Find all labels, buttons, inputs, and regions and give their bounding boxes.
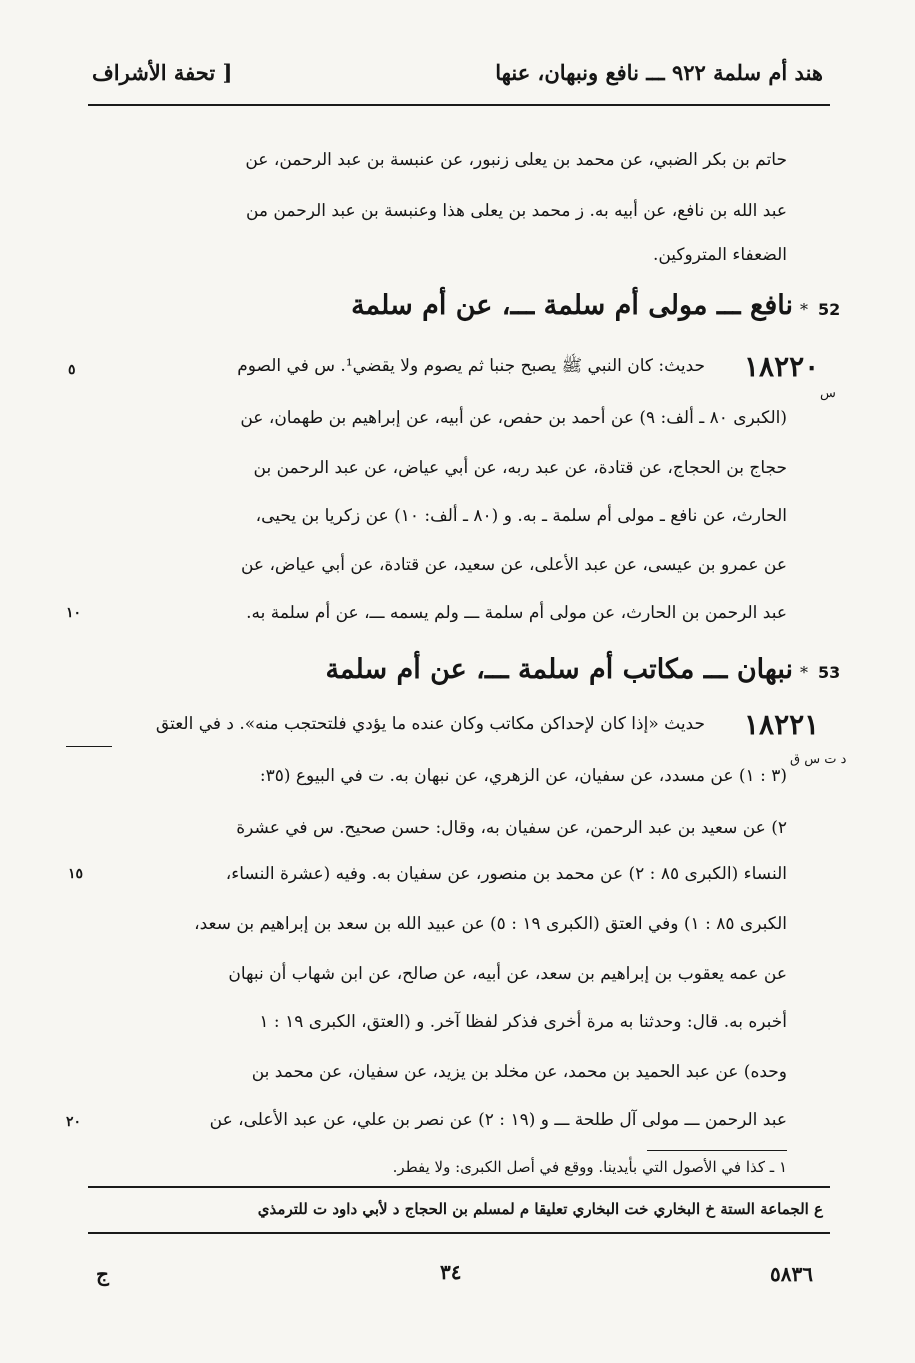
footnote: ١ ـ كذا في الأصول التي بأيدينا. ووقع في أصل الكبرى: ولا يفطر. xyxy=(392,1158,787,1176)
hadith-number: ١٨٢٢٠ xyxy=(744,350,820,383)
running-header-title: هند أم سلمة ٩٢٢ ـــ نافع ونبهان، عنها xyxy=(495,60,823,85)
text-line: ٢) عن سعيد بن عبد الرحمن، عن سفيان به، وقال: حسن صحيح. س في عشرة xyxy=(236,818,787,838)
abbreviation-legend: ع الجماعة الستة خ البخاري خت البخاري تعليقا م لمسلم بن الحجاج د لأبي داود ت للترمذي xyxy=(257,1200,823,1218)
text-line: عبد الرحمن ـــ مولى آل طلحة ـــ و (١٩ : ٢) عن نصر بن علي، عن عبد الأعلى، عن xyxy=(209,1110,787,1130)
line-count-marker: ٢٠ xyxy=(66,1114,82,1130)
text-line: (الكبرى ٨٠ ـ ألف: ٩) عن أحمد بن حفص، عن أبيه، عن إبراهيم بن طهمان، عن xyxy=(240,408,787,428)
section-heading: نبهان ـــ مكاتب أم سلمة ـــ، عن أم سلمة xyxy=(325,654,793,685)
text-line: الضعفاء المتروكين. xyxy=(652,245,787,265)
page-number: ٣٤ xyxy=(440,1260,462,1284)
margin-sigla: س xyxy=(820,386,836,401)
star-marker: * xyxy=(800,300,808,319)
line-count-marker: ١٠ xyxy=(66,605,82,621)
text-line: حاتم بن بكر الضبي، عن محمد بن يعلى زنبور، عن عنبسة بن عبد الرحمن، عن xyxy=(245,150,787,170)
text-line: عن عمه يعقوب بن إبراهيم بن سعد، عن أبيه، عن صالح، عن ابن شهاب أن نبهان xyxy=(228,964,787,984)
text-line: أخبره به. قال: وحدثنا به مرة أخرى فذكر لفظا آخر. و (العتق، الكبرى ١٩ : ١ xyxy=(259,1012,787,1032)
text-line: الحارث، عن نافع ـ مولى أم سلمة ـ به. و (٨٠ ـ ألف: ١٠) عن زكريا بن يحيى، xyxy=(255,506,787,526)
margin-rule xyxy=(66,746,112,747)
text-line: وحده) عن عبد الحميد بن محمد، عن مخلد بن يزيد، عن سفيان، عن محمد بن xyxy=(251,1062,787,1082)
section-number: 53 xyxy=(818,663,841,682)
text-line: حجاج بن الحجاج، عن قتادة، عن عبد ربه، عن أبي عياض، عن عبد الرحمن بن xyxy=(253,458,787,478)
star-marker: * xyxy=(800,663,808,682)
line-count-marker: ٥ xyxy=(68,362,76,378)
text-line: عبد الله بن نافع، عن أبيه به. ز محمد بن يعلى هذا وعنبسة بن عبد الرحمن من xyxy=(245,201,787,221)
section-heading: نافع ـــ مولى أم سلمة ـــ، عن أم سلمة xyxy=(351,290,793,321)
global-page-number: ٥٨٣٦ xyxy=(770,1262,813,1286)
text-line: عبد الرحمن بن الحارث، عن مولى أم سلمة ـــ ولم يسمه ـــ، عن أم سلمة به. xyxy=(246,603,787,623)
legend-bottom-rule xyxy=(88,1232,830,1234)
book-title: [ تحفة الأشراف xyxy=(92,60,233,85)
footer-volume-letter: ج xyxy=(96,1262,109,1286)
text-line: (٣ : ١) عن مسدد، عن سفيان، عن الزهري، عن نبهان به. ت في البيوع (٣٥: xyxy=(259,766,787,786)
hadith-number: ١٨٢٢١ xyxy=(744,708,820,741)
text-line: الكبرى ٨٥ : ١) وفي العتق (الكبرى ١٩ : ٥) عن عبيد الله بن سعد بن إبراهيم بن سعد، xyxy=(194,914,787,934)
text-line: النساء (الكبرى ٨٥ : ٢) عن محمد بن منصور، عن سفيان به. وفيه (عشرة النساء، xyxy=(225,864,787,884)
footnote-rule xyxy=(647,1150,787,1151)
text-line: حديث: كان النبي ﷺ يصبح جنبا ثم يصوم ولا يقضي¹. س في الصوم xyxy=(237,356,705,376)
line-count-marker: ١٥ xyxy=(68,866,84,882)
header-rule xyxy=(88,104,830,106)
section-number: 52 xyxy=(818,300,841,319)
margin-sigla: د ت س ق xyxy=(790,752,847,767)
legend-rule xyxy=(88,1186,830,1188)
text-line: حديث «إذا كان لإحداكن مكاتب وكان عنده ما يؤدي فلتحتجب منه». د في العتق xyxy=(155,714,705,734)
text-line: عن عمرو بن عيسى، عن عبد الأعلى، عن سعيد، عن قتادة، عن أبي عياض، عن xyxy=(240,555,787,575)
